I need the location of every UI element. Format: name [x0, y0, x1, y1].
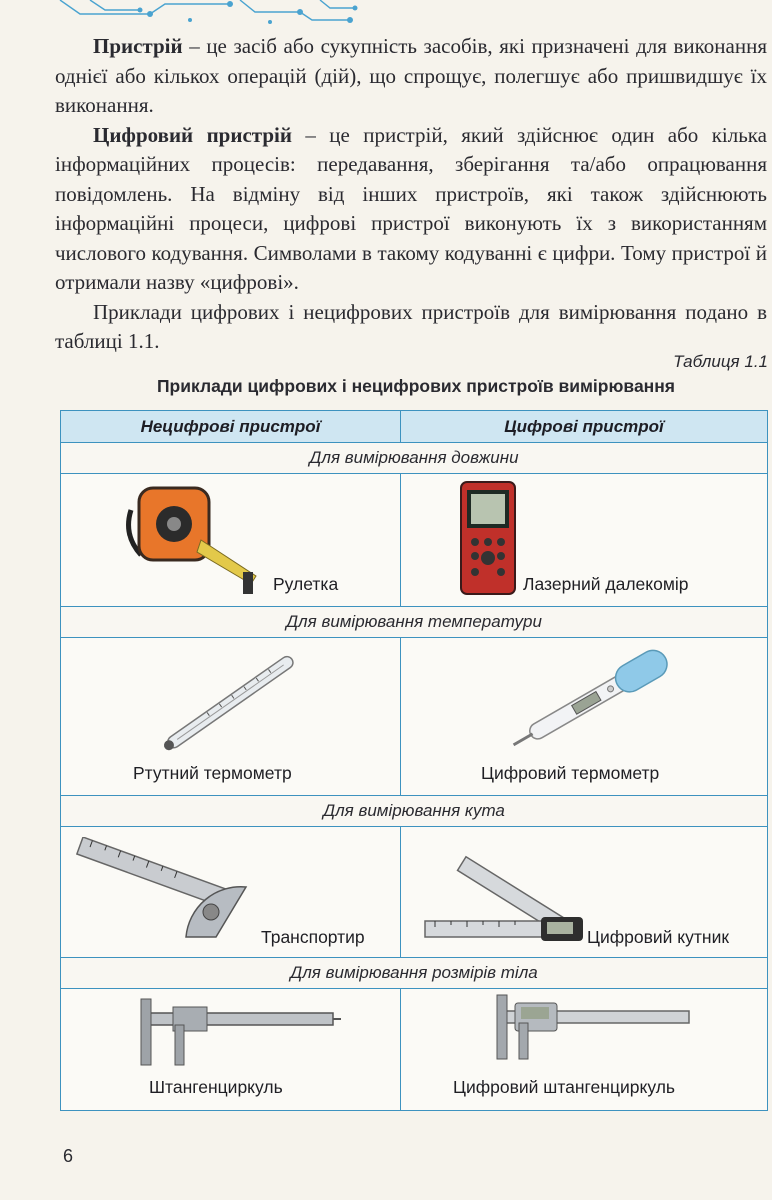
section-title-length: Для вимірювання довжини: [61, 443, 768, 474]
table-row-body-size: [61, 989, 768, 1111]
column-header-nondigital: Нецифрові пристрої: [61, 411, 401, 443]
section-title-angle: Для вимірювання кута: [61, 796, 768, 827]
protractor-icon: [76, 837, 256, 947]
term-device: Пристрій: [93, 34, 183, 58]
label-digital-caliper: Цифровий штангенциркуль: [453, 1077, 676, 1097]
label-tape-measure: Рулетка: [273, 574, 339, 594]
column-header-digital: Цифрові пристрої: [401, 411, 768, 443]
section-row-length: [61, 443, 768, 474]
table-row-temperature: [61, 638, 768, 796]
device-definition-text: – це засіб або сукупність засобів, які призначені для виконання однієї або кількох операцій (дій), що спрощує, полегшує або пришвидшує їх виконання.: [55, 34, 767, 117]
section-title-body-size: Для вимірювання розмірів тіла: [61, 958, 768, 989]
section-title-temperature: Для вимірювання температури: [61, 607, 768, 638]
digital-angle-finder-icon: [423, 843, 593, 951]
circuit-decoration: [0, 0, 772, 26]
tape-measure-icon: [121, 480, 261, 598]
section-row-temperature: [61, 607, 768, 638]
label-digital-angle-finder: Цифровий кутник: [587, 927, 730, 947]
body-text: [55, 32, 767, 357]
label-caliper: Штангенциркуль: [149, 1077, 283, 1097]
cell-laser-rangefinder: [401, 474, 768, 607]
devices-table: [60, 410, 768, 1111]
cell-tape-measure: [61, 474, 401, 607]
laser-rangefinder-icon: [457, 480, 519, 598]
caliper-icon: [133, 995, 343, 1070]
section-row-body-size: [61, 958, 768, 989]
cell-caliper: [61, 989, 401, 1111]
label-laser-rangefinder: Лазерний далекомір: [523, 574, 689, 594]
cell-digital-caliper: [401, 989, 768, 1111]
table-title: Приклади цифрових і нецифрових пристроїв вимірювання: [156, 376, 676, 396]
table-header-row: [61, 411, 768, 443]
paragraph-table-intro: Приклади цифрових і нецифрових пристроїв для вимірювання подано в таблиці 1.1.: [55, 299, 767, 353]
digital-caliper-icon: [491, 993, 691, 1065]
label-mercury-thermometer: Ртутний термометр: [133, 763, 292, 783]
digital-thermometer-icon: [501, 644, 681, 754]
cell-mercury-thermometer: [61, 638, 401, 796]
label-protractor: Транспортир: [261, 927, 365, 947]
cell-digital-angle-finder: [401, 827, 768, 958]
table-row-length: [61, 474, 768, 607]
digital-device-definition-text: – це пристрій, який здійснює один або кілька інформаційних процесів: передавання, зберігання та/або опрацювання повідомлень. На відміну від інших пристроїв, які також здійснюють інформаційні процеси, цифрові пристрої виконують їх з використанням числового кодування. Символами в такому кодуванні є цифри. Тому пристрої й отримали назву «цифрові».: [55, 122, 768, 294]
table-row-angle: [61, 827, 768, 958]
paragraph-device-definition: [55, 32, 767, 121]
paragraph-digital-device-definition: [55, 121, 767, 298]
page-number: 6: [63, 1146, 74, 1166]
cell-protractor: [61, 827, 401, 958]
term-digital-device: Цифровий пристрій: [93, 122, 292, 147]
section-row-angle: [61, 796, 768, 827]
label-digital-thermometer: Цифровий термометр: [481, 763, 660, 783]
cell-digital-thermometer: [401, 638, 768, 796]
table-number: Таблиця 1.1: [673, 352, 768, 371]
mercury-thermometer-icon: [146, 648, 316, 758]
